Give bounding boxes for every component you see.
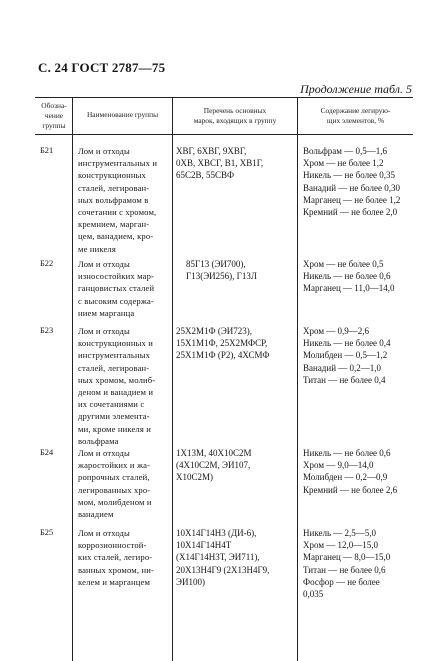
table-row-grades: ХВГ, 6ХВГ, 9ХВГ, 0ХВ, ХВСГ, В1, ХВ1Г, 65С2В, 55СВФ: [176, 146, 264, 181]
table-row-name: Лом и отходы коррозионностой- ких сталей, легиро- ванных хромом, ни- келем и марганцем: [78, 528, 154, 587]
column-divider-2: [172, 97, 173, 661]
column-header-name: Наименование группы: [86, 110, 159, 119]
table-row-name: Лом и отходы износостойких мар- ганцовистых сталей с высоким содержа- нием марганца: [78, 259, 155, 318]
table-row-name: Лом и отходы инструментальных и конструкционных сталей, легирован- ных вольфрамом в сочетании с хромом, кремнием, марган- цем, ванадием, кро- ме никеля: [78, 146, 158, 254]
column-divider-3: [297, 97, 298, 661]
table-row-elements: Хром — не более 0,5 Никель — не более 0,6 Марганец — 11,0—14,0: [303, 259, 395, 294]
table-row-name: Лом и отходы жаростойких и жа- ропрочных сталей, легированных хро- мом, молибденом и ванадием: [78, 448, 152, 520]
column-header-code: Обозна- чение группы: [41, 101, 67, 130]
table-row-grades: 25Х2М1Ф (ЭИ723), 15Х1М1Ф, 25Х2МФСР, 25Х1М1Ф (Р2), 4ХСМФ: [176, 326, 270, 361]
table-row-elements: Никель — 2,5—5,0 Хром — 12,0—15,0 Марганец — 8,0—15,0 Титан — не более 0,6 Фосфор — не более 0,035: [303, 528, 391, 600]
table-row-name: Лом и отходы конструкционных и инструментальных сталей, легирован- ных хромом, молиб- деном и ванадием и их сочетаниями с другими элемента- ми, кроме никеля и вольфрама: [78, 326, 156, 446]
table-row-elements: Никель — не более 0,6 Хром — 9,0—14,0 Молибден — 0,2—0,9 Кремний — не более 2,6: [303, 448, 398, 495]
page-title: С. 24 ГОСТ 2787—75: [38, 60, 166, 75]
table-row-elements: Вольфрам — 0,5—1,6 Хром — не более 1,2 Никель — не более 0,35 Ванадий — не более 0,30 Марганец — не более 1,2 Кремний — не более 2,0: [303, 146, 401, 218]
table-row-code: Б23: [40, 326, 54, 335]
table-row-code: Б24: [40, 448, 54, 457]
table-row-elements: Хром — 0,9—2,6 Никель — не более 0,4 Молибден — 0,5—1,2 Ванадий — 0,2—1,0 Титан — не более 0,4: [303, 326, 391, 385]
table-continuation-label: Продолжение табл. 5: [300, 82, 412, 96]
table-row-code: Б21: [40, 146, 54, 155]
table-top-rule: [35, 97, 413, 98]
column-header-elements: Содержание легирую- щих элементов, %: [320, 106, 391, 125]
column-divider-1: [72, 97, 73, 661]
table-row-code: Б22: [40, 259, 54, 268]
table-row-grades: 10Х14Г14Н3 (ДИ-6), 10Х14Г14Н4Т (Х14Г14Н3Т, ЭИ711), 20Х13Н4Г9 (2Х13Н4Г9, ЭИ100): [176, 528, 270, 587]
table-row-code: Б25: [40, 528, 54, 537]
column-header-grades: Перечень основных марок, входящих в группу: [193, 106, 277, 125]
table-row-grades: 85Г13 (ЭИ700), Г13(ЭИ256), Г13Л: [186, 259, 257, 282]
table-header-rule: [35, 134, 413, 135]
table-row-grades: 1Х13М, 40Х10С2М (4Х10С2М, ЭИ107, Х10С2М): [176, 448, 252, 483]
